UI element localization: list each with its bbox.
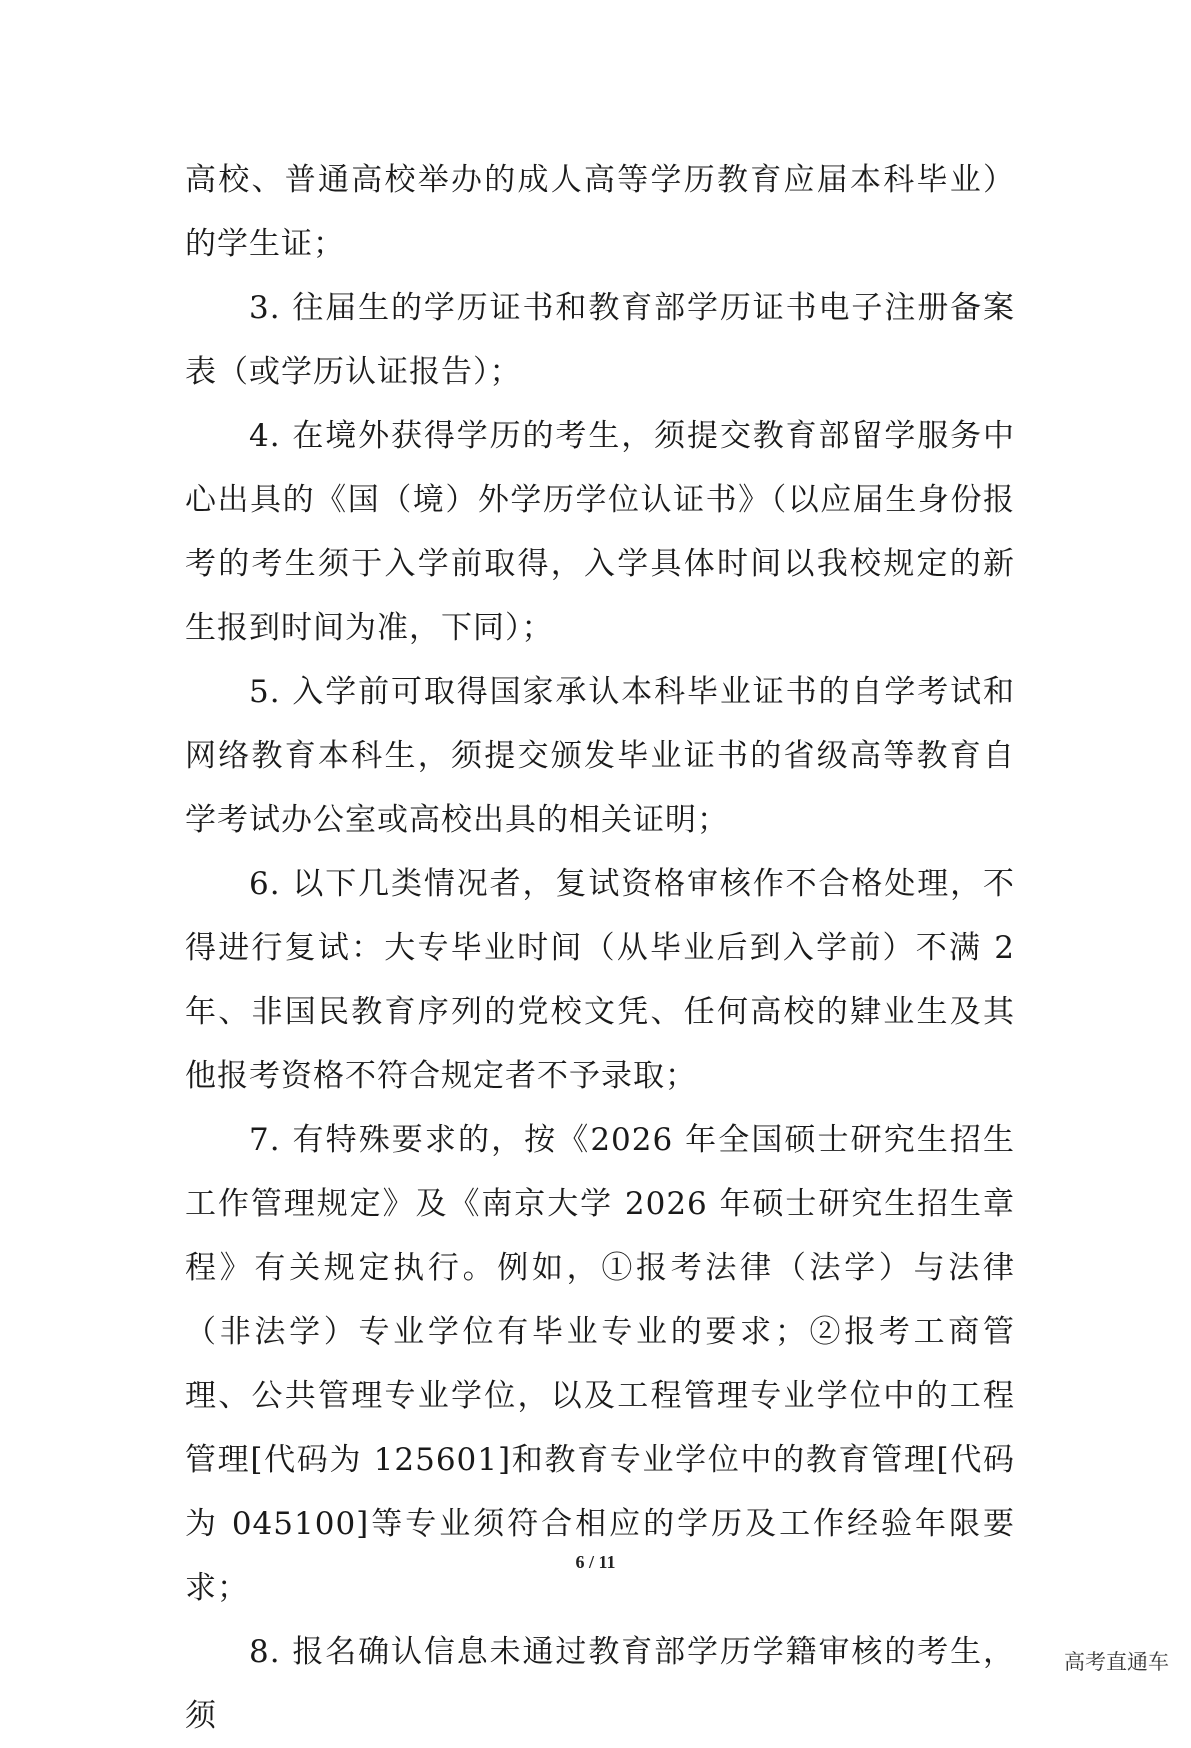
paragraph-item-8: 8. 报名确认信息未通过教育部学历学籍审核的考生，须 [185, 1634, 1015, 1734]
document-body [185, 148, 1015, 1748]
paragraph-item-3: 3. 往届生的学历证书和教育部学历证书电子注册备案表（或学历认证报告）； [185, 290, 1015, 390]
watermark-text: 高考直通车 [1064, 1650, 1169, 1674]
paragraph-item-7: 7. 有特殊要求的，按《2026 年全国硕士研究生招生工作管理规定》及《南京大学 2026 年硕士研究生招生章程》有关规定执行。例如，①报考法律（法学）与法律（非法学）专业学位有毕业专业的要求；②报考工商管理、公共管理专业学位，以及工程管理专业学位中的工程管理[代码为 125601]和教育专业学位中的教育管理[代码为 045100]等专业须符合相应的学历及工作经验年限要求； [185, 1122, 1015, 1606]
paragraph-item-6: 6. 以下几类情况者，复试资格审核作不合格处理，不得进行复试：大专毕业时间（从毕业后到入学前）不满 2 年、非国民教育序列的党校文凭、任何高校的肄业生及其他报考资格不符合规定者不予录取； [185, 866, 1015, 1094]
paragraph-item-4: 4. 在境外获得学历的考生，须提交教育部留学服务中心出具的《国（境）外学历学位认证书》（以应届生身份报考的考生须于入学前取得，入学具体时间以我校规定的新生报到时间为准，下同）； [185, 418, 1015, 646]
page-number: 6 / 11 [575, 1552, 616, 1572]
paragraph-continuation: 高校、普通高校举办的成人高等学历教育应届本科毕业）的学生证； [185, 162, 1015, 262]
paragraph-item-5: 5. 入学前可取得国家承认本科毕业证书的自学考试和网络教育本科生，须提交颁发毕业证书的省级高等教育自学考试办公室或高校出具的相关证明； [185, 674, 1015, 838]
